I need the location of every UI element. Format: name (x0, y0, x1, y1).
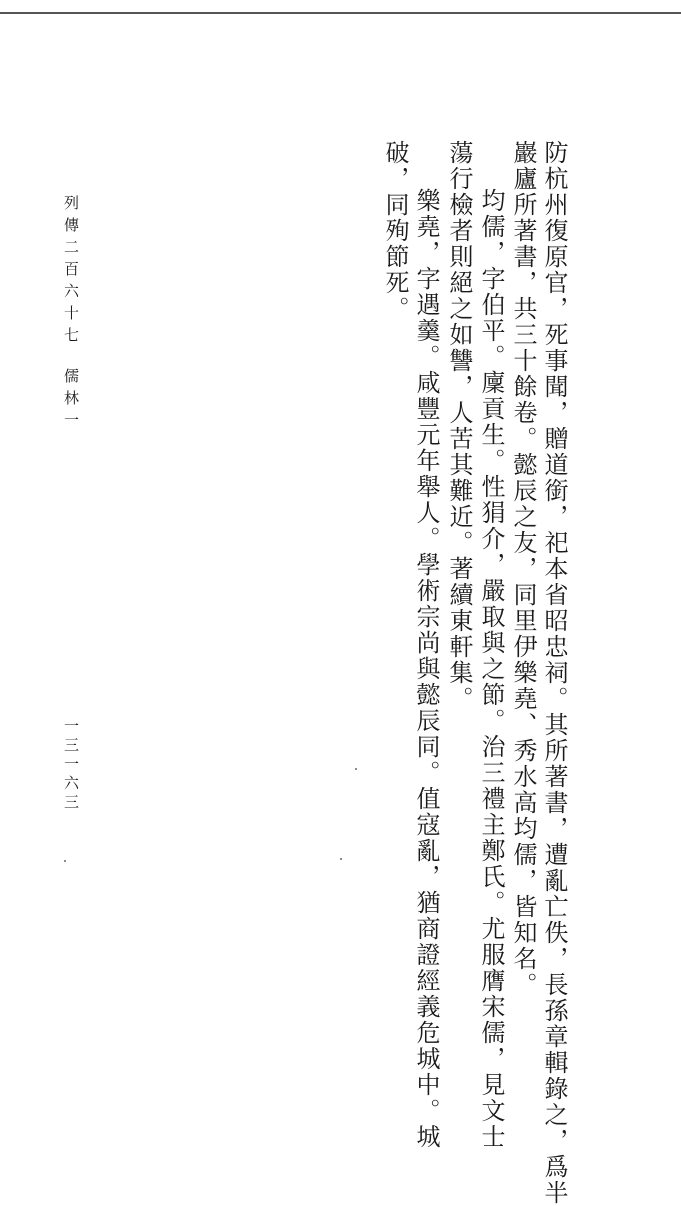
scan-speck (355, 768, 357, 770)
text-column-5: 樂堯，字遇羹。咸豐元年舉人。學術宗尚與懿辰同。值寇亂，猶商證經義危城中。城 (412, 188, 440, 1150)
page-number: 一三一六三 (62, 718, 80, 813)
chapter-title: 列傳二百六十七 (62, 195, 80, 349)
text-column-2: 巖廬所著書，共三十餘卷。懿辰之友，同里伊樂堯、秀水高均儒，皆知名。 (509, 140, 537, 998)
text-column-3: 均儒，字伯平。廩貢生。性狷介，嚴取與之節。治三禮主鄭氏。尤服膺宋儒，見文士 (477, 188, 505, 1150)
text-column-6: 破，同殉節死。 (381, 140, 409, 322)
scan-speck (340, 858, 342, 860)
text-column-4: 蕩行檢者則絕之如讐，人苦其難近。著續東軒集。 (445, 140, 473, 712)
section-title: 儒林一 (62, 368, 80, 434)
scan-speck (64, 860, 66, 862)
text-column-1: 防杭州復原官，死事聞，贈道銜，祀本省昭忠祠。其所著書，遭亂亡佚，長孫章輯錄之，爲半 (540, 140, 568, 1206)
top-rule (0, 12, 681, 14)
